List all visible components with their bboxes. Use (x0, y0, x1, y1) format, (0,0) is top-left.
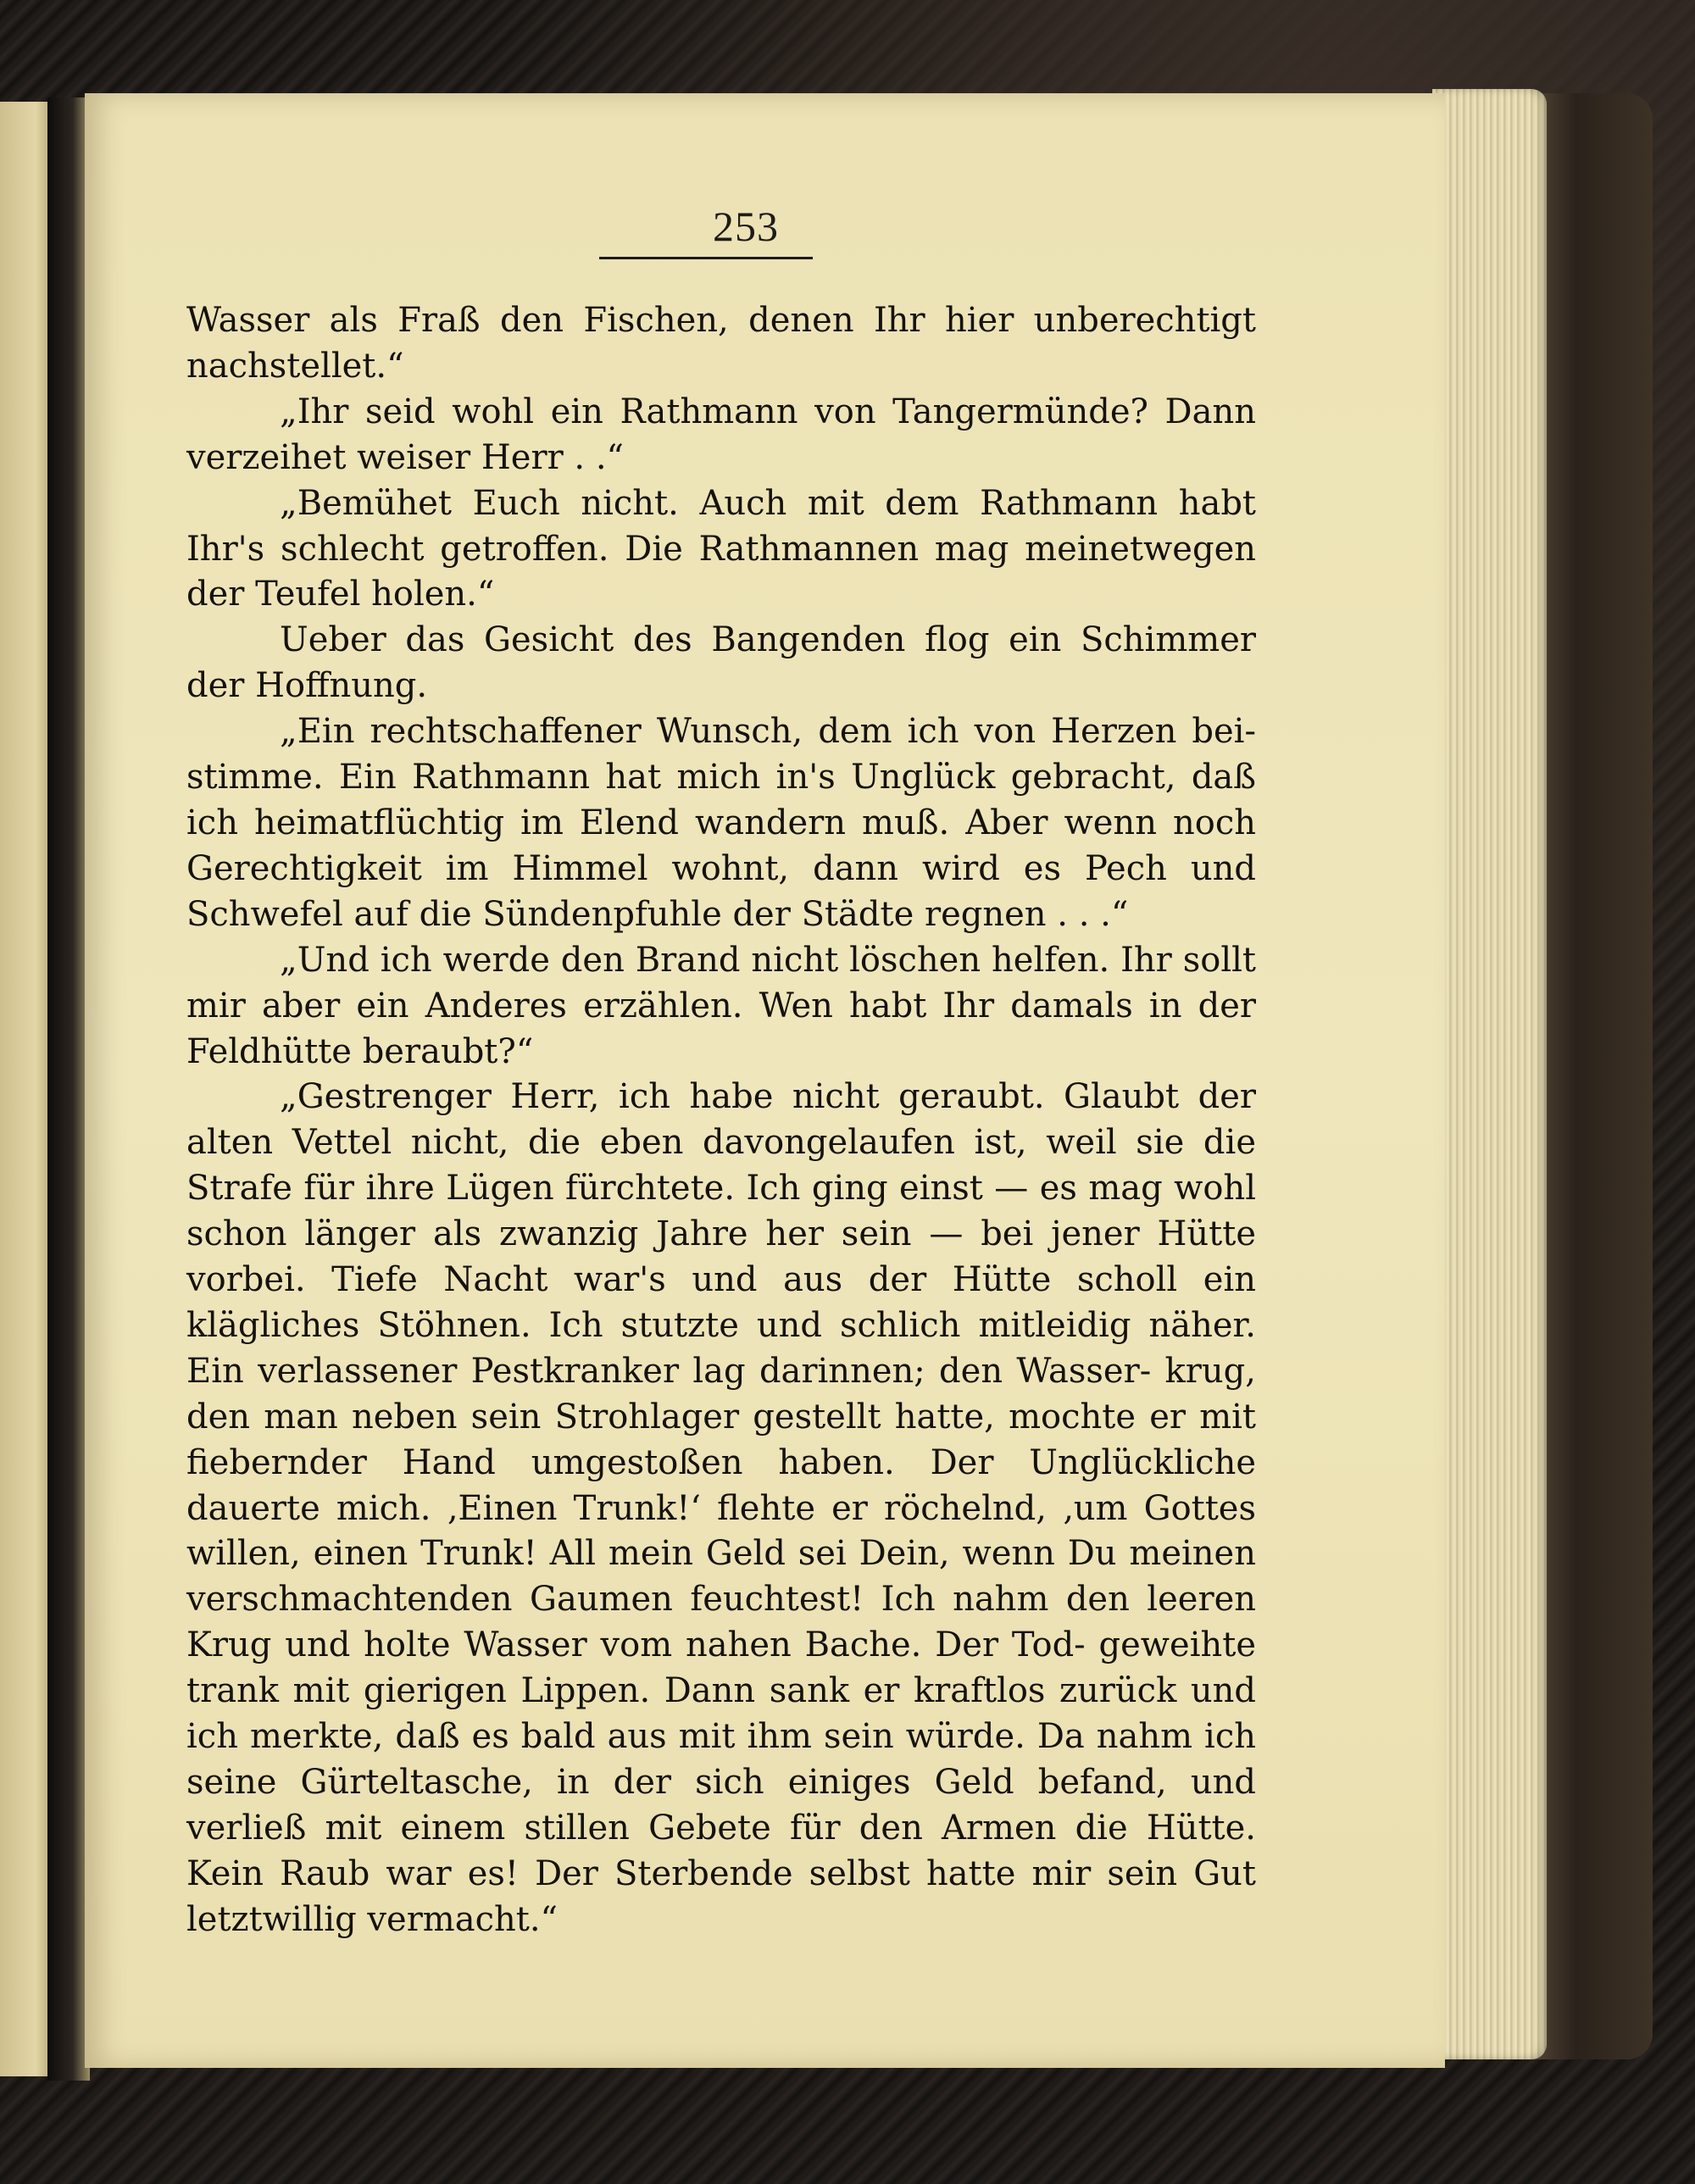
page-number-rule (599, 257, 813, 259)
paragraph: „Ihr seid wohl ein Rathmann von Tangermünde? Dann verzeihet weiser Herr . .“ (186, 392, 1256, 477)
body-text (186, 298, 1256, 1943)
page-number: 253 (713, 203, 779, 250)
page-edges (1432, 89, 1547, 2059)
paragraph: „Bemühet Euch nicht. Auch mit dem Rathmann habt Ihr's schlecht getroffen. Die Rathmannen mag meinetwegen der Teufel holen.“ (186, 483, 1256, 614)
paragraph: „Gestrenger Herr, ich habe nicht geraubt. Glaubt der alten Vettel nicht, die eben davongelaufen ist, weil sie die Strafe für ihre Lügen fürchtete. Ich ging einst — es mag wohl schon länger als zwanzig Jahre her sein — bei jener Hütte vorbei. Tiefe Nacht war's und aus der Hütte scholl ein klägliches Stöhnen. Ich stutzte und schlich mitleidig näher. Ein verlassener Pestkranker lag darinnen; den Wasser- krug, den man neben sein Strohlager gestellt hatte, mochte er mit fiebernder Hand umgestoßen haben. Der Unglückliche dauerte mich. ‚Einen Trunk!‘ flehte er röchelnd, ‚um Gottes willen, einen Trunk! All mein Geld sei Dein, wenn Du meinen verschmachtenden Gaumen feuchtest! Ich nahm den leeren Krug und holte Wasser vom nahen Bache. Der Tod- geweihte trank mit gierigen Lippen. Dann sank er kraftlos zurück und ich merkte, daß es bald aus mit ihm sein würde. Da nahm ich seine Gürteltasche, in der sich einiges Geld befand, und verließ mit einem stillen Gebete für den Armen die Hütte. Kein Raub war es! Der Sterbende selbst hatte mir sein Gut letztwillig vermacht.“ (186, 1077, 1256, 1939)
paragraph: Wasser als Fraß den Fischen, denen Ihr hier unberechtigt nachstellet.“ (186, 301, 1256, 386)
paragraph: Ueber das Gesicht des Bangenden flog ein Schimmer der Hoffnung. (186, 620, 1256, 706)
book-gutter (47, 97, 90, 2081)
facing-page (0, 102, 51, 2076)
paragraph: „Ein rechtschaffener Wunsch, dem ich von Herzen bei- stimme. Ein Rathmann hat mich in's Unglück gebracht, daß ich heimatflüchtig im Elend wandern muß. Aber wenn noch Gerechtigkeit im Himmel wohnt, dann wird es Pech und Schwefel auf die Sündenpfuhle der Städte regnen . . .“ (186, 712, 1256, 934)
paragraph: „Und ich werde den Brand nicht löschen helfen. Ihr sollt mir aber ein Anderes erzählen. Wen habt Ihr damals in der Feldhütte beraubt?“ (186, 940, 1256, 1071)
